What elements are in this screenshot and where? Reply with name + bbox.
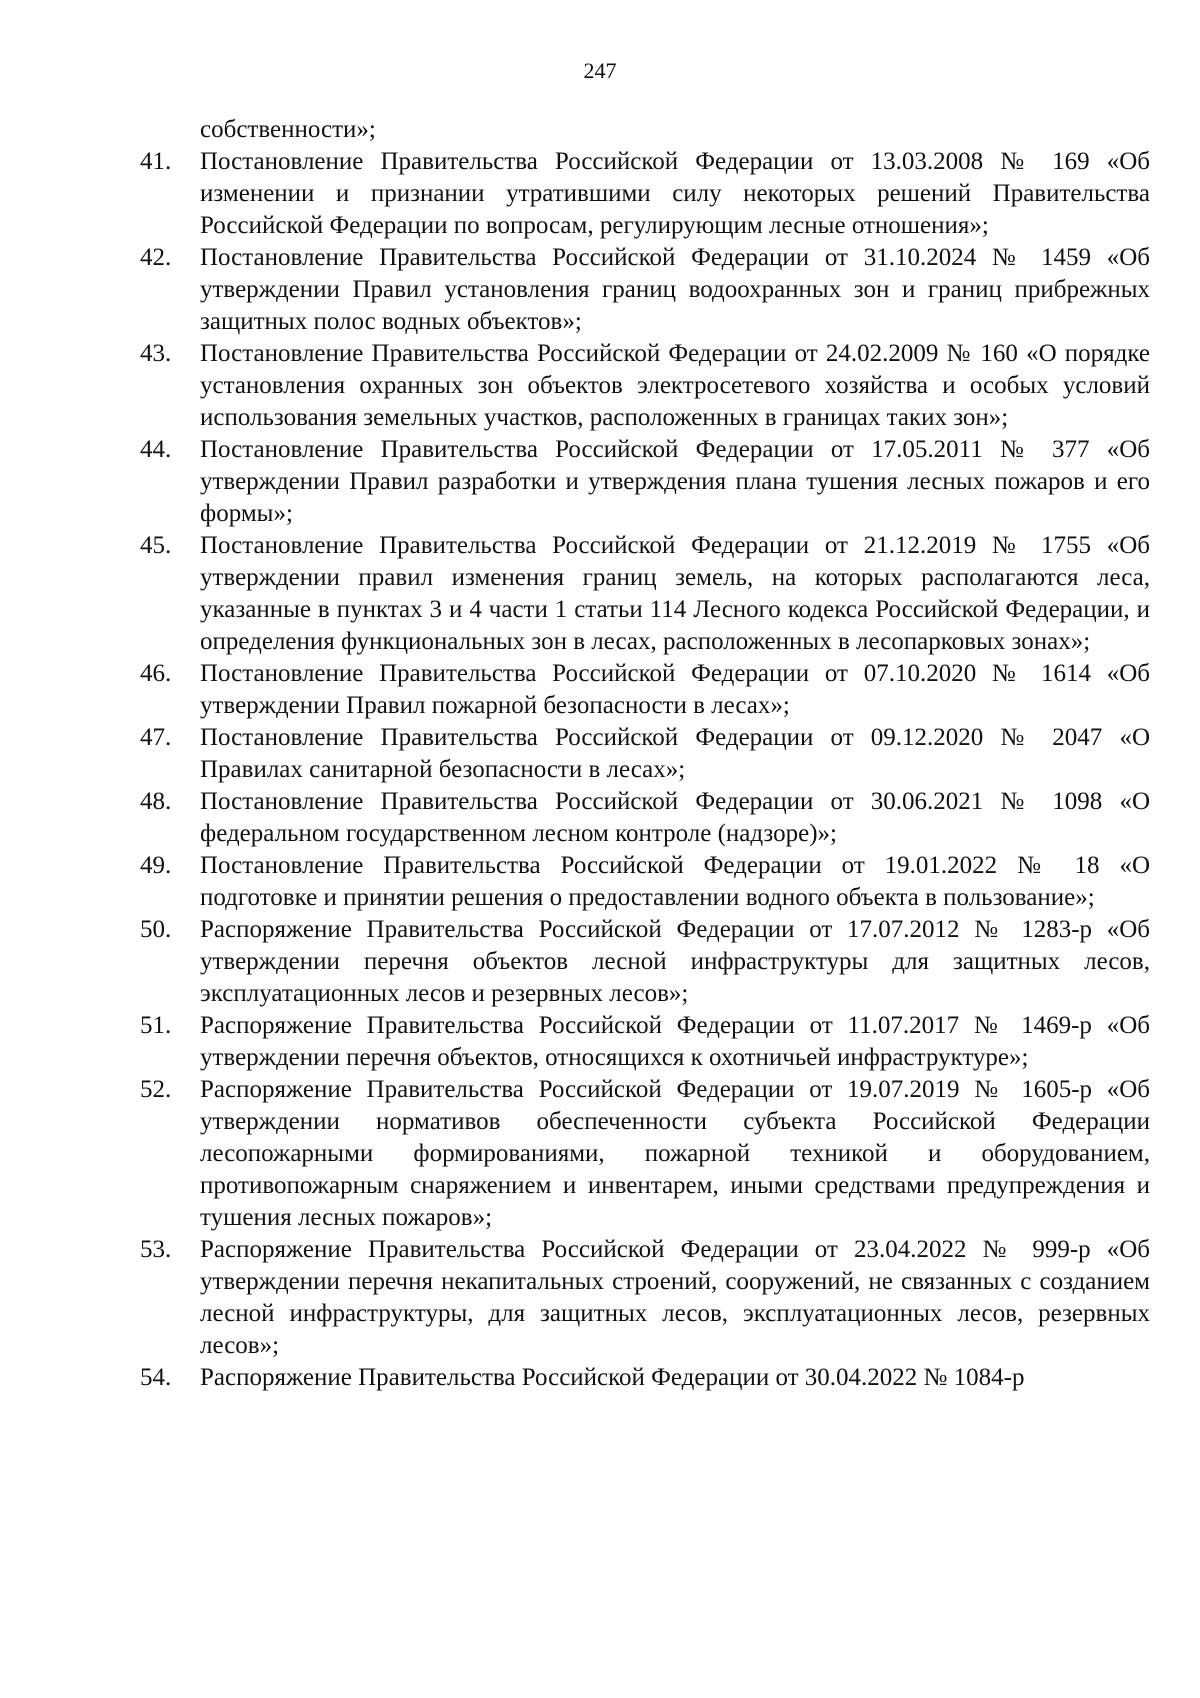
item-text: Постановление Правительства Российской Федерации от 13.03.2008 № 169 «Об изменении и признании утратившими силу некоторых решений Правительства Российской Федерации по вопросам, регулирующим лесные отношения»; — [200, 148, 1150, 239]
item-text: Постановление Правительства Российской Федерации от 21.12.2019 № 1755 «Об утверждении правил изменения границ земель, на которых располагаются леса, указанные в пунктах 3 и 4 части 1 статьи 114 Лесного кодекса Российской Федерации, и определения функциональных зон в лесах, расположенных в лесопарковых зонах»; — [200, 532, 1150, 655]
item-text: Распоряжение Правительства Российской Федерации от 23.04.2022 № 999-р «Об утверждении перечня некапитальных строений, сооружений, не связанных с созданием лесной инфраструктуры, для защитных лесов, эксплуатационных лесов, резервных лесов»; — [200, 1236, 1150, 1359]
item-number: 41. — [140, 148, 172, 175]
item-number: 42. — [140, 244, 172, 271]
item-text: Постановление Правительства Российской Федерации от 30.06.2021 № 1098 «О федеральном государственном лесном контроле (надзоре)»; — [200, 788, 1150, 847]
item-number: 44. — [140, 436, 172, 463]
item-text: Распоряжение Правительства Российской Федерации от 30.04.2022 № 1084-р — [200, 1364, 1025, 1391]
list-item — [140, 658, 1150, 722]
list-item — [140, 242, 1150, 338]
item-text: Постановление Правительства Российской Федерации от 19.01.2022 № 18 «О подготовке и принятии решения о предоставлении водного объекта в пользование»; — [200, 852, 1150, 911]
item-text: Распоряжение Правительства Российской Федерации от 11.07.2017 № 1469-р «Об утверждении перечня объектов, относящихся к охотничьей инфраструктуре»; — [200, 1012, 1150, 1071]
item-text: Постановление Правительства Российской Федерации от 24.02.2009 № 160 «О порядке установления охранных зон объектов электросетевого хозяйства и особых условий использования земельных участков, расположенных в границах таких зон»; — [200, 340, 1150, 431]
list-item — [140, 1362, 1150, 1394]
item-number: 48. — [140, 788, 172, 815]
item-number: 49. — [140, 852, 172, 879]
item-text: Постановление Правительства Российской Федерации от 17.05.2011 № 377 «Об утверждении Правил разработки и утверждения плана тушения лесных пожаров и его формы»; — [200, 436, 1150, 527]
list-item — [140, 338, 1150, 434]
item-text: Распоряжение Правительства Российской Федерации от 17.07.2012 № 1283-р «Об утверждении перечня объектов лесной инфраструктуры для защитных лесов, эксплуатационных лесов и резервных лесов»; — [200, 916, 1150, 1007]
list-item — [140, 914, 1150, 1010]
list-item — [140, 530, 1150, 658]
list-item — [140, 1074, 1150, 1234]
item-number: 45. — [140, 532, 172, 559]
item-text: Распоряжение Правительства Российской Федерации от 19.07.2019 № 1605-р «Об утверждении нормативов обеспеченности субъекта Российской Федерации лесопожарными формированиями, пожарной техникой и оборудованием, противопожарным снаряжением и инвентарем, иными средствами предупреждения и тушения лесных пожаров»; — [200, 1076, 1150, 1231]
item-number: 53. — [140, 1236, 172, 1263]
item-number: 43. — [140, 340, 172, 367]
item-text: Постановление Правительства Российской Федерации от 09.12.2020 № 2047 «О Правилах санитарной безопасности в лесах»; — [200, 724, 1150, 783]
list-item — [140, 722, 1150, 786]
list-item — [140, 786, 1150, 850]
list-item — [140, 1234, 1150, 1362]
item-text: Постановление Правительства Российской Федерации от 07.10.2020 № 1614 «Об утверждении Правил пожарной безопасности в лесах»; — [200, 660, 1150, 719]
item-text: Постановление Правительства Российской Федерации от 31.10.2024 № 1459 «Об утверждении Правил установления границ водоохранных зон и границ прибрежных защитных полос водных объектов»; — [200, 244, 1150, 335]
item-number: 52. — [140, 1076, 172, 1103]
page-number: 247 — [583, 58, 617, 83]
item-number: 51. — [140, 1012, 172, 1039]
legal-acts-list — [140, 146, 1150, 1394]
document-body — [140, 114, 1150, 1394]
item-number: 54. — [140, 1364, 172, 1391]
item-number: 47. — [140, 724, 172, 751]
item-number: 50. — [140, 916, 172, 943]
list-item — [140, 850, 1150, 914]
list-item — [140, 1010, 1150, 1074]
item-number: 46. — [140, 660, 172, 687]
list-item — [140, 434, 1150, 530]
list-item — [140, 146, 1150, 242]
continuation-text: собственности»; — [200, 116, 376, 143]
